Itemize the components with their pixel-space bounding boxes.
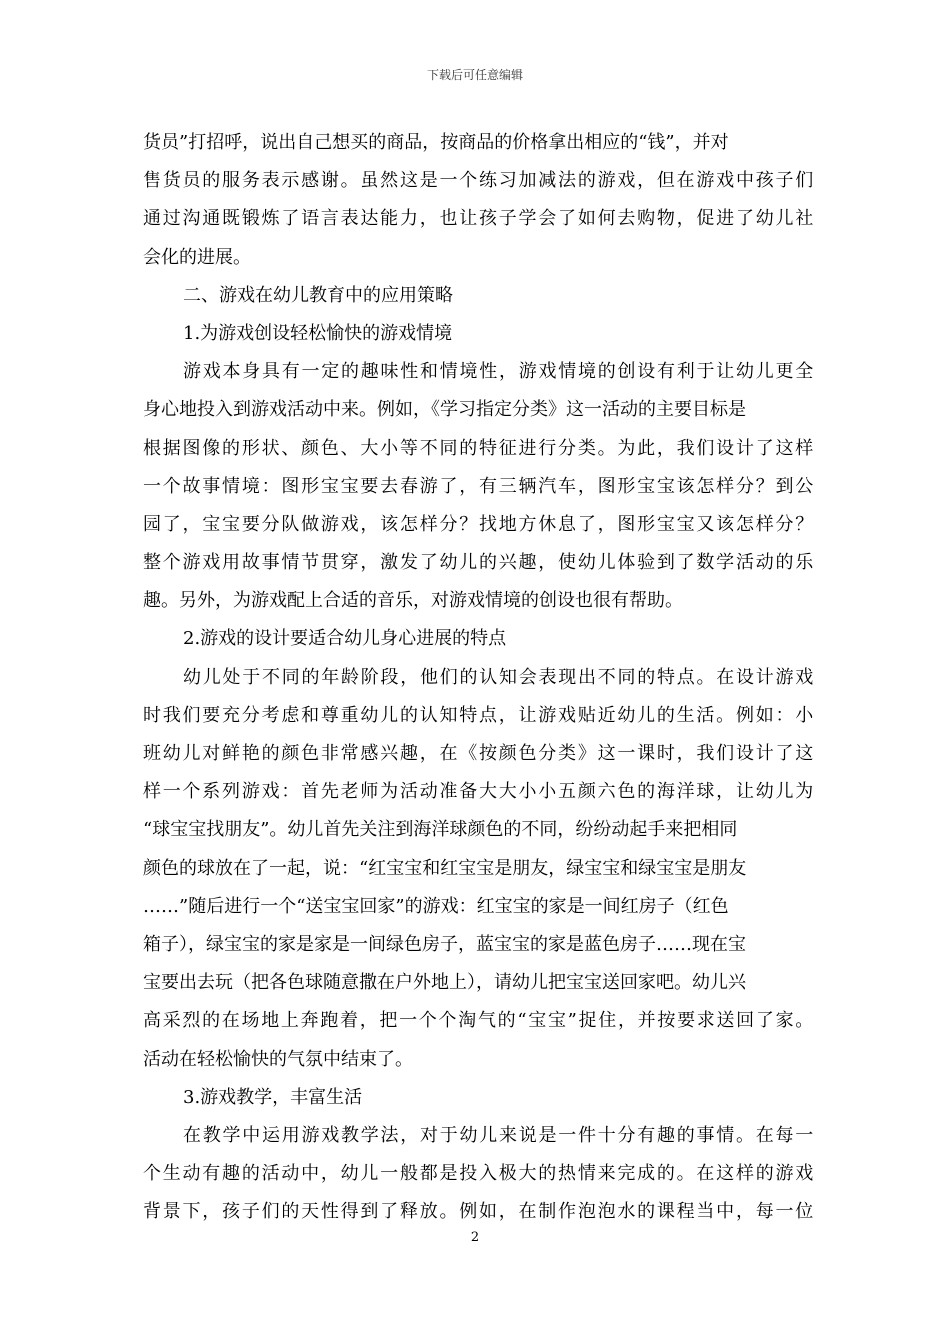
text-line: 箱子），绿宝宝的家是家是一间绿色房子，蓝宝宝的家是蓝色房子……现在宝: [143, 933, 746, 955]
text-line: 在教学中运用游戏教学法，对于幼儿来说是一件十分有趣的事情。在每一: [183, 1124, 815, 1146]
document-body: [143, 124, 815, 1231]
text-line: 根据图像的形状、颜色、大小等不同的特征进行分类。为此，我们设计了这样: [143, 437, 815, 459]
text-line: 2.游戏的设计要适合幼儿身心进展的特点: [183, 628, 507, 650]
text-line: 二、游戏在幼儿教育中的应用策略: [183, 284, 453, 306]
text-line: 游戏本身具有一定的趣味性和情境性，游戏情境的创设有利于让幼儿更全: [183, 361, 815, 383]
text-line: ……”随后进行一个“送宝宝回家”的游戏：红宝宝的家是一间红房子（红色: [143, 895, 729, 917]
page-header: 下载后可任意编辑: [426, 68, 523, 82]
text-line: 样一个系列游戏：首先老师为活动准备大大小小五颜六色的海洋球，让幼儿为: [143, 781, 815, 803]
text-line: 宝要出去玩（把各色球随意撒在户外地上），请幼儿把宝宝送回家吧。幼儿兴: [143, 972, 746, 994]
text-line: 颜色的球放在了一起，说：“红宝宝和红宝宝是朋友，绿宝宝和绿宝宝是朋友: [143, 857, 747, 879]
text-line: 会化的进展。: [143, 246, 251, 268]
text-line: 个生动有趣的活动中，幼儿一般都是投入极大的热情来完成的。在这样的游戏: [143, 1163, 815, 1185]
text-line: 活动在轻松愉快的气氛中结束了。: [143, 1048, 413, 1070]
text-line: 幼儿处于不同的年龄阶段，他们的认知会表现出不同的特点。在设计游戏: [183, 666, 815, 688]
text-line: 货员”打招呼，说出自己想买的商品，按商品的价格拿出相应的“钱”，并对: [143, 132, 729, 153]
page-number: 2: [470, 1230, 480, 1245]
text-line: 通过沟通既锻炼了语言表达能力，也让孩子学会了如何去购物，促进了幼儿社: [143, 208, 815, 230]
text-line: 园了，宝宝要分队做游戏，该怎样分？找地方休息了，图形宝宝又该怎样分？: [143, 513, 815, 535]
text-line: 3.游戏教学，丰富生活: [183, 1086, 363, 1108]
text-line: 售货员的服务表示感谢。虽然这是一个练习加减法的游戏，但在游戏中孩子们: [143, 170, 815, 192]
text-line: 高采烈的在场地上奔跑着，把一个个淘气的“宝宝”捉住，并按要求送回了家。: [143, 1010, 815, 1032]
text-line: 趣。另外，为游戏配上合适的音乐，对游戏情境的创设也很有帮助。: [143, 590, 683, 612]
text-line: 班幼儿对鲜艳的颜色非常感兴趣，在《按颜色分类》这一课时，我们设计了这: [143, 743, 815, 764]
text-line: 背景下，孩子们的天性得到了释放。例如，在制作泡泡水的课程当中，每一位: [143, 1201, 815, 1223]
text-line: “球宝宝找朋友”。幼儿首先关注到海洋球颜色的不同，纷纷动起手来把相同: [143, 819, 738, 841]
text-line: 时我们要充分考虑和尊重幼儿的认知特点，让游戏贴近幼儿的生活。例如：小: [143, 704, 815, 726]
text-line: 1.为游戏创设轻松愉快的游戏情境: [183, 322, 453, 344]
text-line: 整个游戏用故事情节贯穿，激发了幼儿的兴趣，使幼儿体验到了数学活动的乐: [143, 552, 815, 574]
text-line: 一个故事情境：图形宝宝要去春游了，有三辆汽车，图形宝宝该怎样分？到公: [143, 475, 815, 497]
text-line: 身心地投入到游戏活动中来。例如，《学习指定分类》这一活动的主要目标是: [143, 399, 746, 421]
